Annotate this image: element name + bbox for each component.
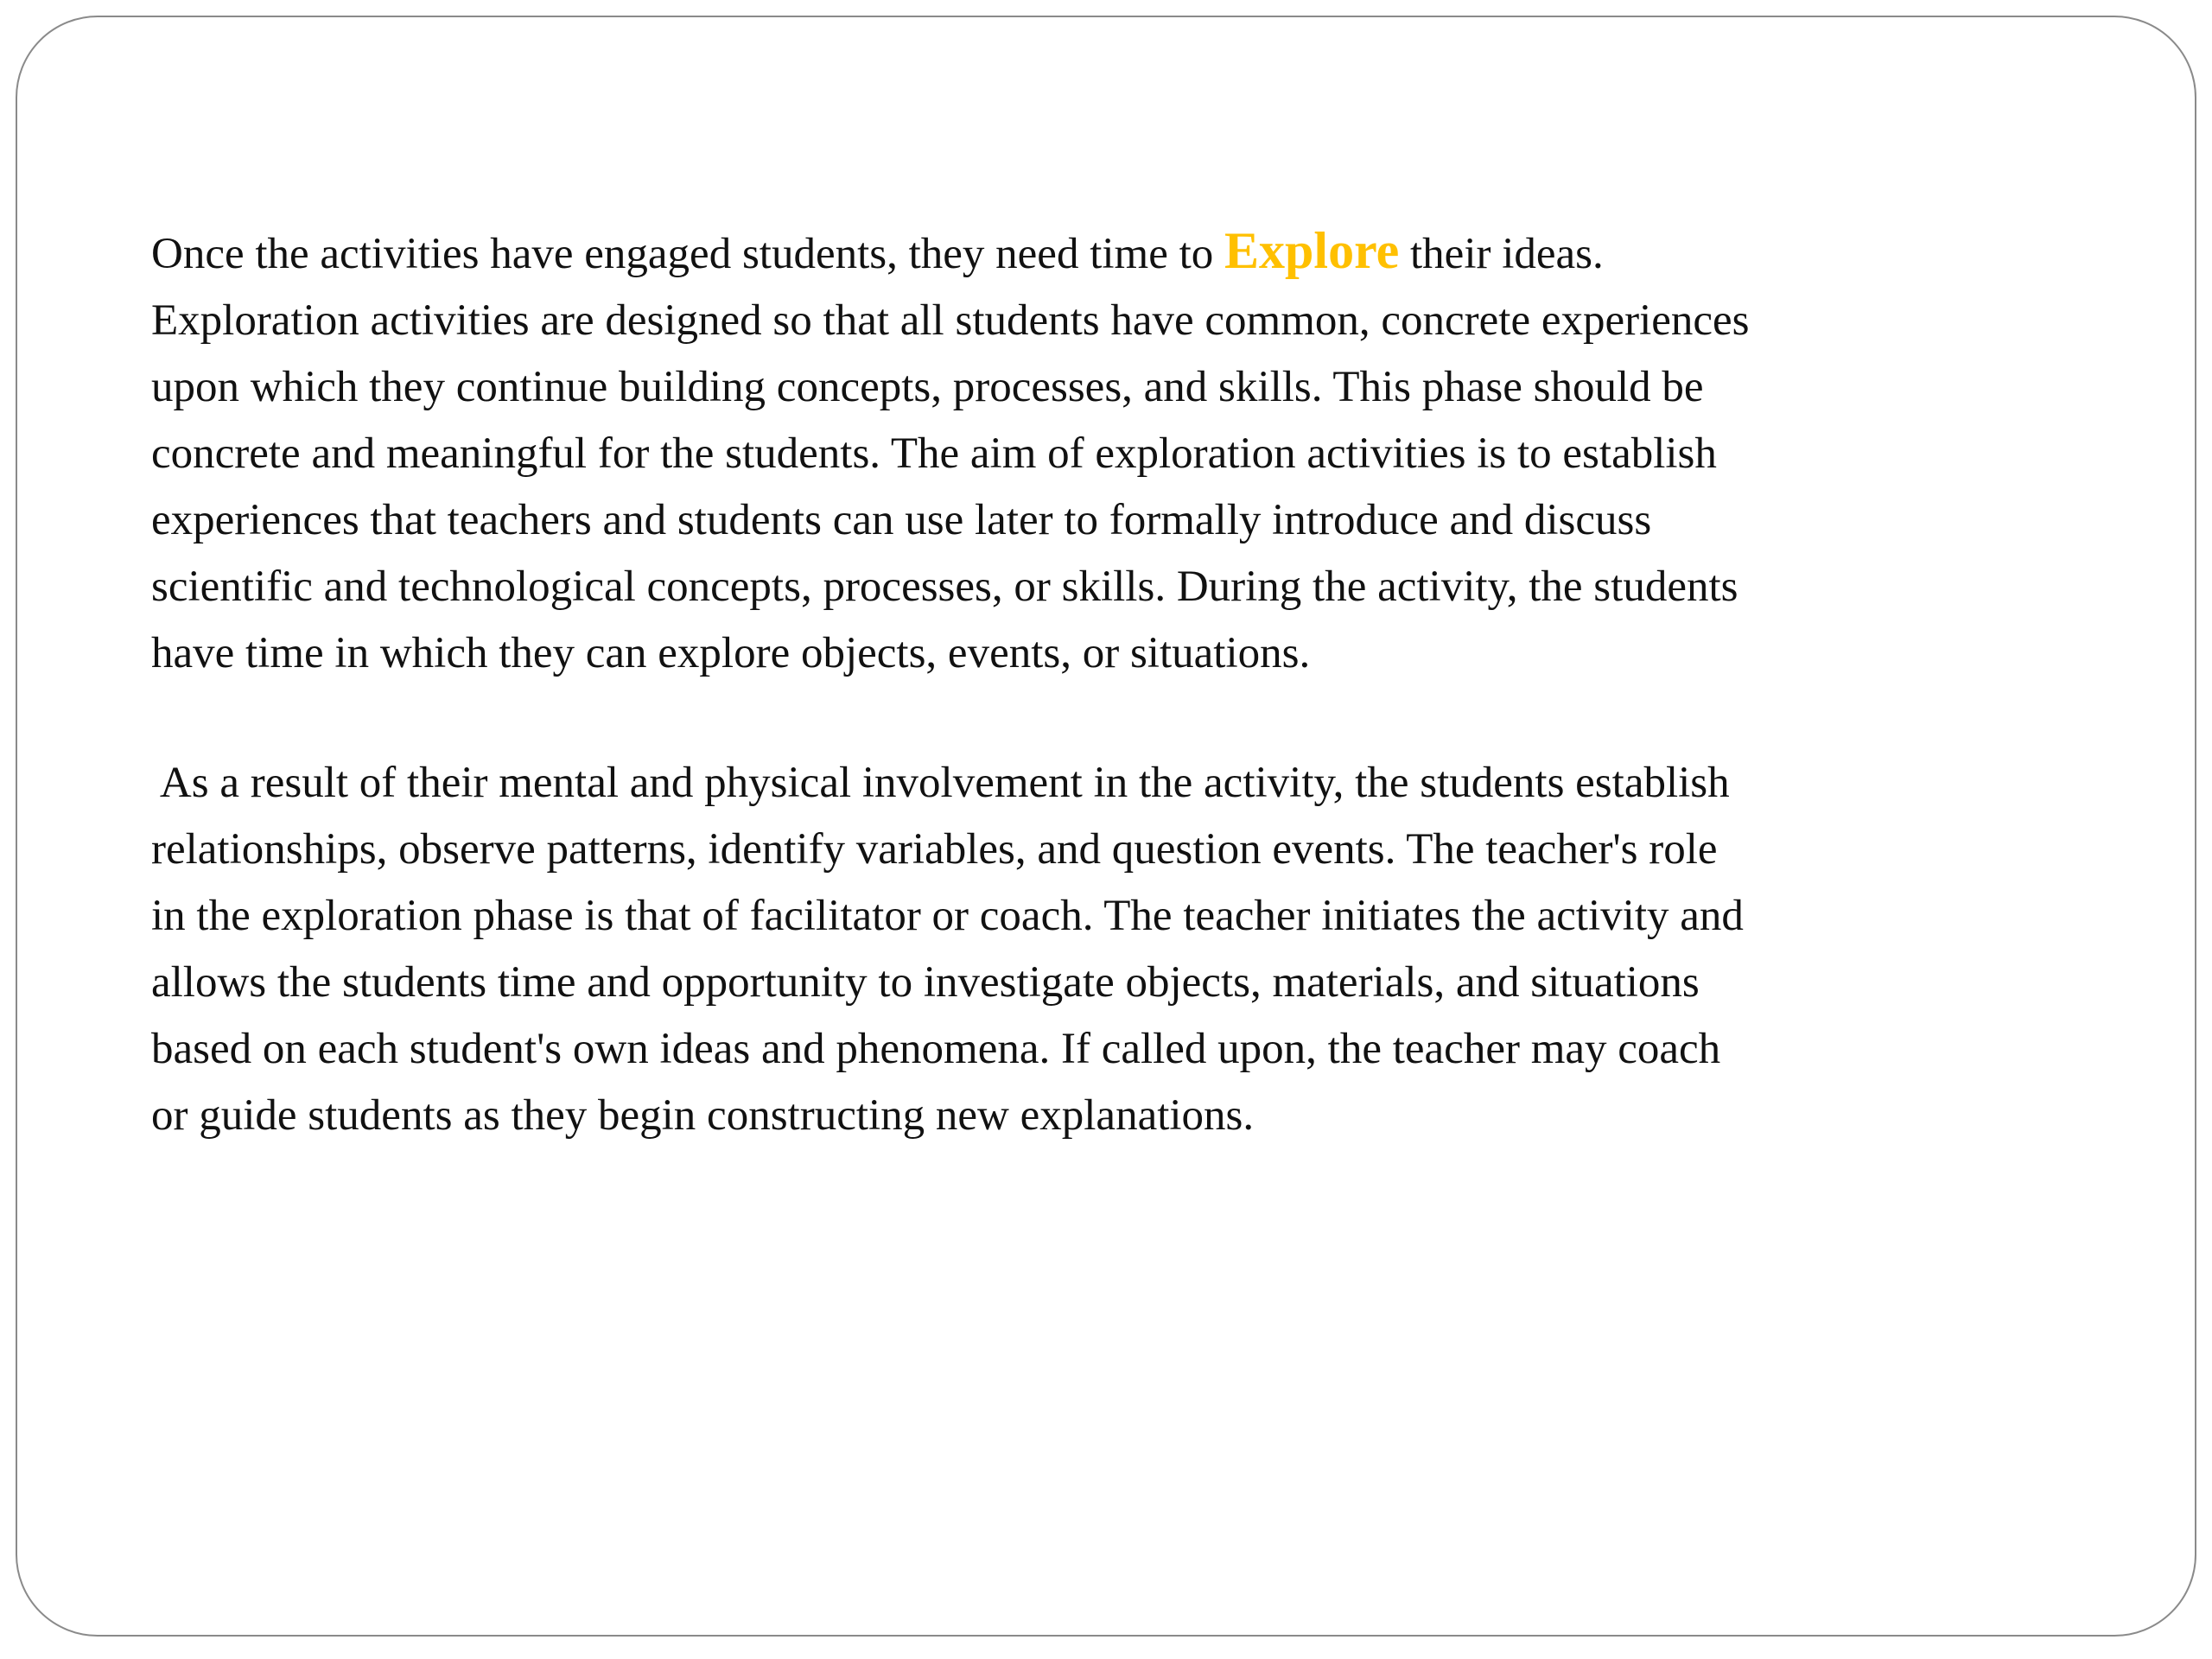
text-line: in the exploration phase is that of facilitator or coach. The teacher initiates the activity and [151,892,1744,940]
text-segment: their ideas. [1399,230,1604,278]
text-segment: Once the activities have engaged students, they need time to [151,230,1225,278]
paragraph-explore-intro [151,218,1750,687]
text-line [151,218,1750,288]
text-line: upon which they continue building concepts, processes, and skills. This phase should be [151,363,1704,411]
explore-highlight: Explore [1224,222,1400,279]
text-line: scientific and technological concepts, processes, or skills. During the activity, the students [151,563,1738,611]
text-line: based on each student's own ideas and phenomena. If called upon, the teacher may coach [151,1025,1721,1073]
text-line: Exploration activities are designed so that all students have common, concrete experiences [151,296,1750,345]
text-line: relationships, observe patterns, identify variables, and question events. The teacher's role [151,825,1718,874]
text-line: As a result of their mental and physical involvement in the activity, the students establish [151,759,1730,807]
text-line: concrete and meaningful for the students. The aim of exploration activities is to establish [151,429,1717,478]
text-line: allows the students time and opportunity to investigate objects, materials, and situations [151,958,1700,1007]
text-line: or guide students as they begin constructing new explanations. [151,1091,1255,1140]
text-line: have time in which they can explore objects, events, or situations. [151,629,1311,677]
text-line: experiences that teachers and students can use later to formally introduce and discuss [151,496,1652,544]
paragraph-teacher-role [151,750,1744,1216]
